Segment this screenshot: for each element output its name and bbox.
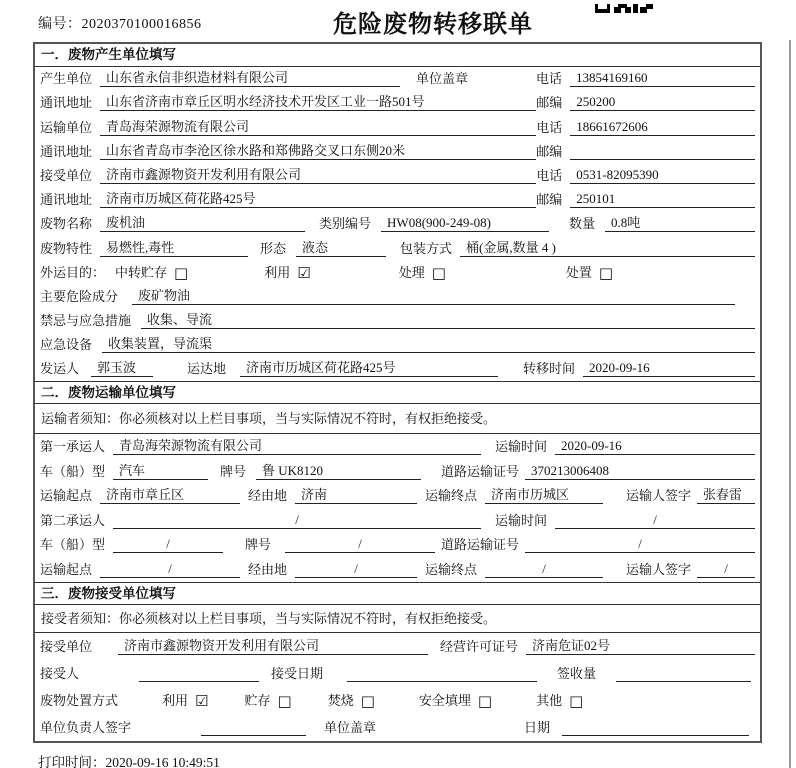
disposal-utilize-text: 利用 — [162, 693, 189, 708]
section3-header: 三．废物接受单位填写 — [35, 582, 760, 605]
route1-via-value: 济南 — [295, 487, 417, 504]
doc-number-label: 编号： — [38, 17, 82, 32]
acceptor-row — [35, 660, 760, 687]
doc-number — [38, 13, 202, 33]
disposal-option-store — [244, 693, 291, 709]
disposal-store-checkbox-icon: □ — [277, 692, 292, 710]
disposal-utilize-checkbox-icon: ☑ — [195, 692, 209, 710]
route1-start-value: 济南市章丘区 — [100, 487, 240, 504]
transporter-label: 运输单位 — [40, 119, 93, 135]
producer-address-row — [35, 91, 760, 115]
transporter-address-label: 通讯地址 — [40, 143, 93, 159]
route2-via-value: / — [295, 561, 417, 578]
transporter-address-row — [35, 140, 760, 164]
purpose-option-utilize — [264, 265, 310, 281]
vehicle-type2-label: 车（船）型 — [40, 537, 106, 553]
vehicle-type1-value: 汽车 — [113, 463, 208, 480]
transporter-address-value: 山东省青岛市李沧区徐水路和郑佛路交叉口东侧20米 — [100, 143, 536, 160]
print-time — [38, 751, 220, 768]
page-right-edge-line — [789, 40, 791, 768]
receiver-row — [35, 164, 760, 188]
producer-zip-label: 邮编 — [536, 95, 563, 111]
receiver-phone-value: 0531-82095390 — [570, 167, 755, 184]
purpose-treat-checkbox-icon: □ — [431, 263, 446, 282]
vehicle-type2-value: / — [113, 536, 223, 553]
producer-zip-value: 250200 — [570, 94, 755, 111]
transfer-time-label: 转移时间 — [522, 361, 575, 377]
plate1-label: 牌号 — [220, 463, 247, 479]
emergency-equipment-label: 应急设备 — [40, 337, 93, 353]
second-carrier-label: 第二承运人 — [40, 512, 106, 528]
waste-name-label: 废物名称 — [40, 216, 93, 232]
purpose-option-storage — [115, 265, 188, 281]
first-carrier-label: 第一承运人 — [40, 439, 106, 455]
signed-qty-value — [616, 666, 751, 682]
packing-value: 桶(金属,数量 4 ) — [460, 240, 755, 257]
section2-header: 二．废物运输单位填写 — [35, 381, 760, 404]
transporter-phone-label: 电话 — [536, 119, 563, 135]
vehicle2-row — [35, 533, 760, 558]
print-time-value: 2020-09-16 10:49:51 — [105, 755, 220, 768]
transporter-notice: 运输者须知：你必须核对以上栏目事项，当与实际情况不符时，有权拒绝接受。 — [35, 404, 760, 434]
receiver-zip-label: 邮编 — [536, 192, 563, 208]
emergency-measures-value: 收集、导流 — [141, 312, 755, 329]
emergency-measures-label: 禁忌与应急措施 — [40, 313, 132, 329]
responsible-sign-value — [201, 720, 306, 736]
road-permit1-value: 370213006408 — [525, 463, 755, 480]
route1-end-value: 济南市历城区 — [485, 487, 603, 504]
waste-traits-row — [35, 236, 760, 260]
route2-via-label: 经由地 — [248, 562, 288, 577]
transporter-phone-value: 18661672606 — [570, 119, 755, 136]
disposal-other-text: 其他 — [536, 693, 563, 708]
route1-via-label: 经由地 — [248, 488, 288, 504]
disposal-option-incinerate — [328, 693, 375, 709]
shipper-row — [35, 357, 760, 381]
receiver-address-row — [35, 188, 760, 212]
purpose-utilize-text: 利用 — [264, 264, 291, 280]
waste-form-label: 形态 — [260, 240, 287, 256]
purpose-utilize-checkbox-icon: ☑ — [297, 263, 311, 282]
responsible-sign-label: 单位负责人签字 — [40, 720, 132, 735]
producer-phone-value: 13854169160 — [570, 70, 755, 87]
plate2-value: / — [285, 536, 435, 553]
accepting-unit-row — [35, 633, 760, 660]
producer-address-label: 通讯地址 — [40, 95, 93, 111]
route1-row — [35, 484, 760, 509]
purpose-treat-text: 处理 — [398, 264, 425, 280]
hazard-component-row — [35, 285, 760, 309]
unit-seal2-label: 单位盖章 — [324, 720, 377, 735]
route2-row — [35, 557, 760, 582]
second-carrier-row — [35, 508, 760, 533]
disposal-landfill-text: 安全填埋 — [418, 693, 471, 708]
destination-value: 济南市历城区荷花路425号 — [240, 360, 498, 377]
route2-end-label: 运输终点 — [425, 562, 478, 577]
road-permit2-label: 道路运输证号 — [440, 537, 519, 553]
hazard-component-value: 废矿物油 — [132, 288, 735, 305]
disposal-store-text: 贮存 — [244, 693, 271, 708]
accept-date-label: 接受日期 — [271, 666, 324, 681]
vehicle-type1-label: 车（船）型 — [40, 463, 106, 479]
disposal-incinerate-text: 焚烧 — [327, 693, 354, 708]
print-time-label: 打印时间： — [38, 755, 106, 768]
producer-address-value: 山东省济南市章丘区明水经济技术开发区工业一路501号 — [100, 94, 536, 111]
route2-end-value: / — [485, 561, 603, 578]
unit-seal-label: 单位盖章 — [416, 71, 469, 87]
road-permit2-value: / — [525, 536, 755, 553]
doc-number-value: 2020370100016856 — [81, 17, 202, 32]
producer-value: 山东省永信非织造材料有限公司 — [100, 70, 400, 87]
route1-sign-label: 运输人签字 — [625, 488, 691, 504]
license-value: 济南危证02号 — [526, 638, 755, 655]
route2-sign-value: / — [697, 561, 755, 578]
transporter-value: 青岛海荣源物流有限公司 — [100, 119, 536, 136]
responsible-sign-row — [35, 714, 760, 741]
waste-quantity-label: 数量 — [568, 216, 595, 232]
transfer-purpose-label: 外运目的： — [40, 264, 106, 280]
waste-form-value: 液态 — [296, 240, 386, 257]
section1-header: 一．废物产生单位填写 — [35, 44, 760, 67]
signed-qty-label: 签收量 — [556, 666, 596, 681]
vehicle1-row — [35, 459, 760, 484]
emergency-equipment-row — [35, 333, 760, 357]
accepting-unit-label: 接受单位 — [40, 639, 93, 654]
producer-phone-label: 电话 — [535, 71, 562, 87]
waste-category-value: HW08(900-249-08) — [381, 215, 549, 232]
road-permit1-label: 道路运输证号 — [440, 463, 519, 479]
route2-sign-label: 运输人签字 — [625, 562, 691, 577]
shipper-label: 发运人 — [40, 361, 80, 377]
disposal-option-other — [536, 693, 583, 709]
accepting-unit-value: 济南市鑫源物资开发利用有限公司 — [118, 638, 428, 655]
transfer-purpose-row — [35, 261, 760, 285]
transporter-zip-value — [570, 144, 755, 160]
route2-start-label: 运输起点 — [40, 562, 93, 577]
disposal-incinerate-checkbox-icon: □ — [360, 692, 375, 710]
disposal-method-label: 废物处置方式 — [40, 693, 119, 708]
route2-start-value: / — [100, 561, 240, 578]
packing-label: 包装方式 — [400, 240, 453, 256]
producer-label: 产生单位 — [40, 71, 93, 87]
waste-quantity-value: 0.8吨 — [605, 215, 755, 232]
purpose-dispose-text: 处置 — [565, 264, 592, 280]
transporter-row — [35, 115, 760, 139]
second-carrier-value: / — [113, 512, 481, 529]
acceptor-value — [139, 666, 259, 682]
receiver-phone-label: 电话 — [536, 167, 563, 183]
purpose-option-treat — [399, 265, 446, 281]
waste-category-label: 类别编号 — [319, 216, 372, 232]
transport-time2-value: / — [555, 512, 755, 529]
transport-time2-label: 运输时间 — [494, 512, 547, 528]
disposal-other-checkbox-icon: □ — [569, 692, 584, 710]
qr-code-icon — [595, 0, 653, 9]
receiver-address-label: 通讯地址 — [40, 192, 93, 208]
receiver-notice: 接受者须知：你必须核对以上栏目事项，当与实际情况不符时，有权拒绝接受。 — [35, 605, 760, 633]
hazard-component-label: 主要危险成分 — [40, 288, 119, 304]
transporter-zip-label: 邮编 — [536, 143, 563, 159]
shipper-value: 郭玉波 — [91, 360, 153, 377]
plate1-value: 鲁 UK8120 — [256, 463, 421, 480]
waste-name-value: 废机油 — [100, 215, 305, 232]
disposal-landfill-checkbox-icon: □ — [477, 692, 493, 710]
waste-traits-label: 废物特性 — [40, 240, 93, 256]
route1-end-label: 运输终点 — [425, 488, 478, 504]
purpose-option-dispose — [566, 265, 613, 281]
waste-name-row — [35, 212, 760, 236]
accept-date-value — [347, 666, 537, 682]
acceptor-label: 接受人 — [40, 666, 80, 681]
first-carrier-row — [35, 434, 760, 459]
purpose-storage-text: 中转贮存 — [115, 264, 168, 280]
producer-row — [35, 67, 760, 91]
sign-date-label: 日期 — [524, 720, 551, 735]
disposal-method-row — [35, 687, 760, 714]
receiver-address-value: 济南市历城区荷花路425号 — [100, 191, 536, 208]
purpose-storage-checkbox-icon: □ — [174, 263, 189, 282]
disposal-option-landfill — [419, 693, 492, 709]
qr-code-fragment — [595, 4, 653, 13]
route1-start-label: 运输起点 — [40, 488, 93, 504]
destination-label: 运达地 — [187, 361, 227, 377]
transport-time1-value: 2020-09-16 — [555, 438, 755, 455]
emergency-equipment-value: 收集装置，导流渠 — [102, 336, 755, 353]
page-title: 危险废物转移联单 — [333, 11, 533, 38]
receiver-value: 济南市鑫源物资开发利用有限公司 — [100, 167, 536, 184]
receiver-label: 接受单位 — [40, 167, 93, 183]
transport-time1-label: 运输时间 — [494, 439, 547, 455]
transfer-time-value: 2020-09-16 — [583, 360, 755, 377]
waste-traits-value: 易燃性,毒性 — [100, 240, 248, 257]
license-label: 经营许可证号 — [440, 639, 519, 654]
emergency-measures-row — [35, 309, 760, 333]
disposal-option-utilize — [162, 693, 208, 709]
receiver-zip-value: 250101 — [570, 191, 755, 208]
route1-sign-value: 张春雷 — [697, 487, 755, 504]
plate2-label: 牌号 — [245, 537, 272, 553]
first-carrier-value: 青岛海荣源物流有限公司 — [113, 438, 481, 455]
purpose-dispose-checkbox-icon: □ — [598, 263, 614, 282]
sign-date-value — [562, 720, 749, 736]
manifest-form — [33, 42, 762, 743]
